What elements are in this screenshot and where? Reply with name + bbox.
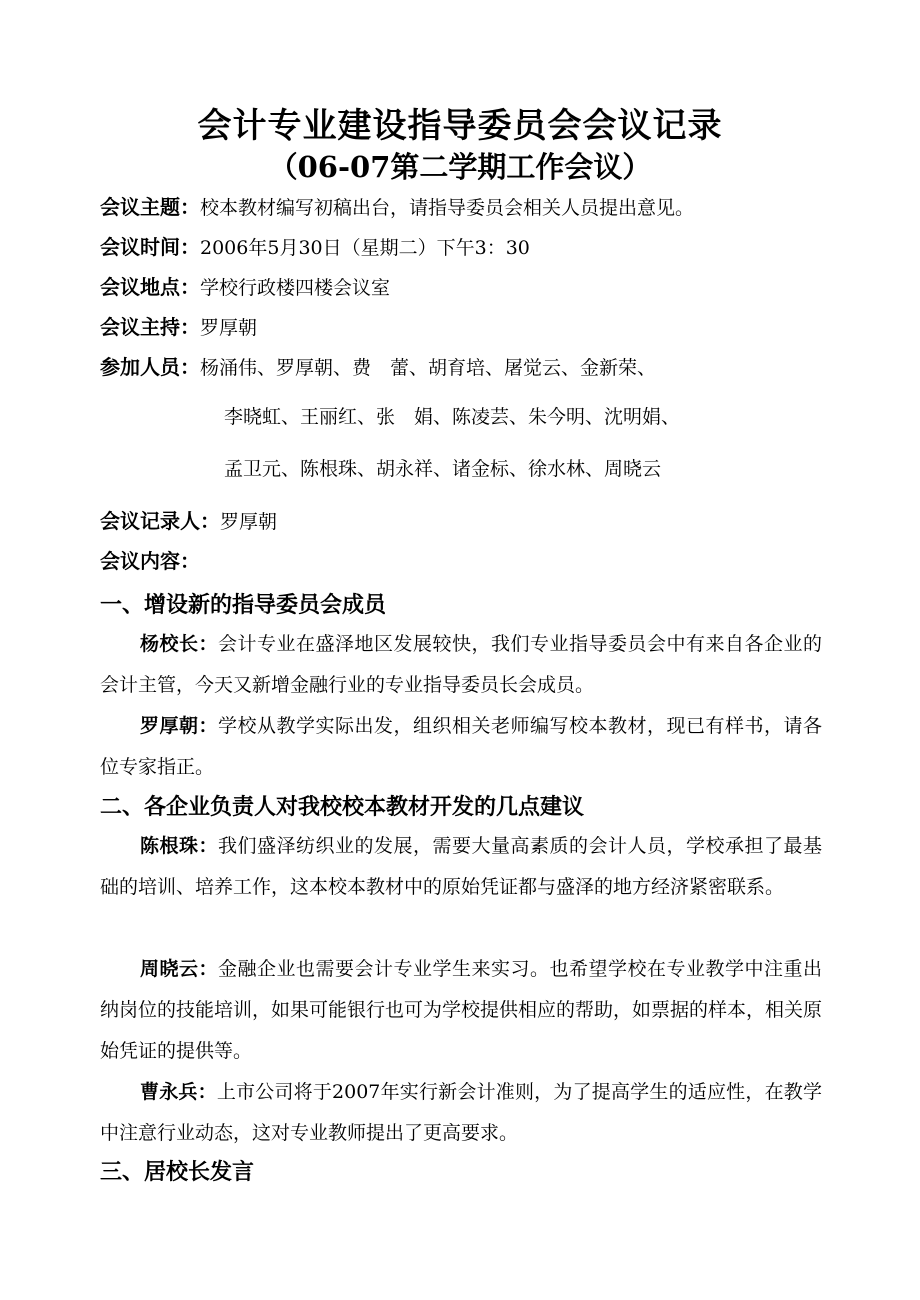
- speech-text: 学校从教学实际出发，组织相关老师编写校本教材，现已有样书，请各位专家指正。: [100, 715, 822, 778]
- speaker-name: 罗厚朝：: [140, 715, 218, 737]
- document-subtitle: （06-07第二学期工作会议）: [268, 150, 652, 184]
- meta-place-value: 学校行政楼四楼会议室: [200, 277, 391, 299]
- speaker-name: 陈根珠：: [140, 835, 218, 857]
- meta-attendees-line2: 李晓虹、王丽红、张 娟、陈凌芸、朱今明、沈明娟、: [224, 406, 681, 428]
- meta-time-label: 会议时间：: [100, 235, 200, 259]
- speaker-name: 杨校长：: [140, 633, 218, 655]
- meta-attendees-label: 参加人员：: [100, 355, 200, 379]
- meta-place-row: [100, 273, 390, 302]
- section-heading: 一、增设新的指导委员会成员: [100, 593, 387, 618]
- meta-host-label: 会议主持：: [100, 315, 200, 339]
- speaker-name: 曹永兵：: [140, 1081, 217, 1103]
- meta-content-label: 会议内容：: [100, 549, 200, 573]
- speech-paragraph: [100, 826, 822, 908]
- speaker-name: 周晓云：: [140, 958, 218, 980]
- speech-text: 会计专业在盛泽地区发展较快，我们专业指导委员会中有来自各企业的会计主管，今天又新增金融行业的专业指导委员长会成员。: [100, 633, 822, 696]
- speech-paragraph: [100, 1072, 822, 1154]
- meta-theme-value: 校本教材编写初稿出台，请指导委员会相关人员提出意见。: [200, 197, 695, 219]
- meta-content-row: [100, 547, 200, 576]
- meta-recorder-row: [100, 507, 277, 536]
- meta-host-value: 罗厚朝: [200, 317, 258, 339]
- speech-text: 我们盛泽纺织业的发展，需要大量高素质的会计人员，学校承担了最基础的培训、培养工作，这本校本教材中的原始凭证都与盛泽的地方经济紧密联系。: [100, 835, 822, 898]
- speech-paragraph: [100, 949, 822, 1072]
- document-title: 会计专业建设指导委员会会议记录: [197, 106, 723, 146]
- meta-attendees-row: [100, 353, 656, 382]
- section-heading: 三、居校长发言: [100, 1160, 255, 1185]
- meta-recorder-value: 罗厚朝: [220, 511, 278, 533]
- speech-paragraph: [100, 706, 822, 788]
- speech-text: 金融企业也需要会计专业学生来实习。也希望学校在专业教学中注重出纳岗位的技能培训，如果可能银行也可为学校提供相应的帮助，如票据的样本，相关原始凭证的提供等。: [100, 958, 823, 1062]
- meta-attendees-line1: 杨涌伟、罗厚朝、费 蕾、胡育培、屠觉云、金新荣、: [200, 357, 657, 379]
- meta-time-row: [100, 233, 530, 262]
- meta-recorder-label: 会议记录人：: [100, 509, 220, 533]
- meta-place-label: 会议地点：: [100, 275, 200, 299]
- meta-attendees-line3: 孟卫元、陈根珠、胡永祥、诸金标、徐水林、周晓云: [224, 458, 662, 480]
- section-heading: 二、各企业负责人对我校校本教材开发的几点建议: [100, 795, 585, 820]
- speech-text: 上市公司将于2007年实行新会计准则，为了提高学生的适应性，在教学中注意行业动态，这对专业教师提出了更高要求。: [100, 1081, 822, 1144]
- meta-time-value: 2006年5月30日（星期二）下午3：30: [200, 237, 530, 259]
- meta-theme-label: 会议主题：: [100, 195, 200, 219]
- meta-theme-row: [100, 193, 694, 222]
- speech-paragraph: [100, 624, 822, 706]
- meta-host-row: [100, 313, 257, 342]
